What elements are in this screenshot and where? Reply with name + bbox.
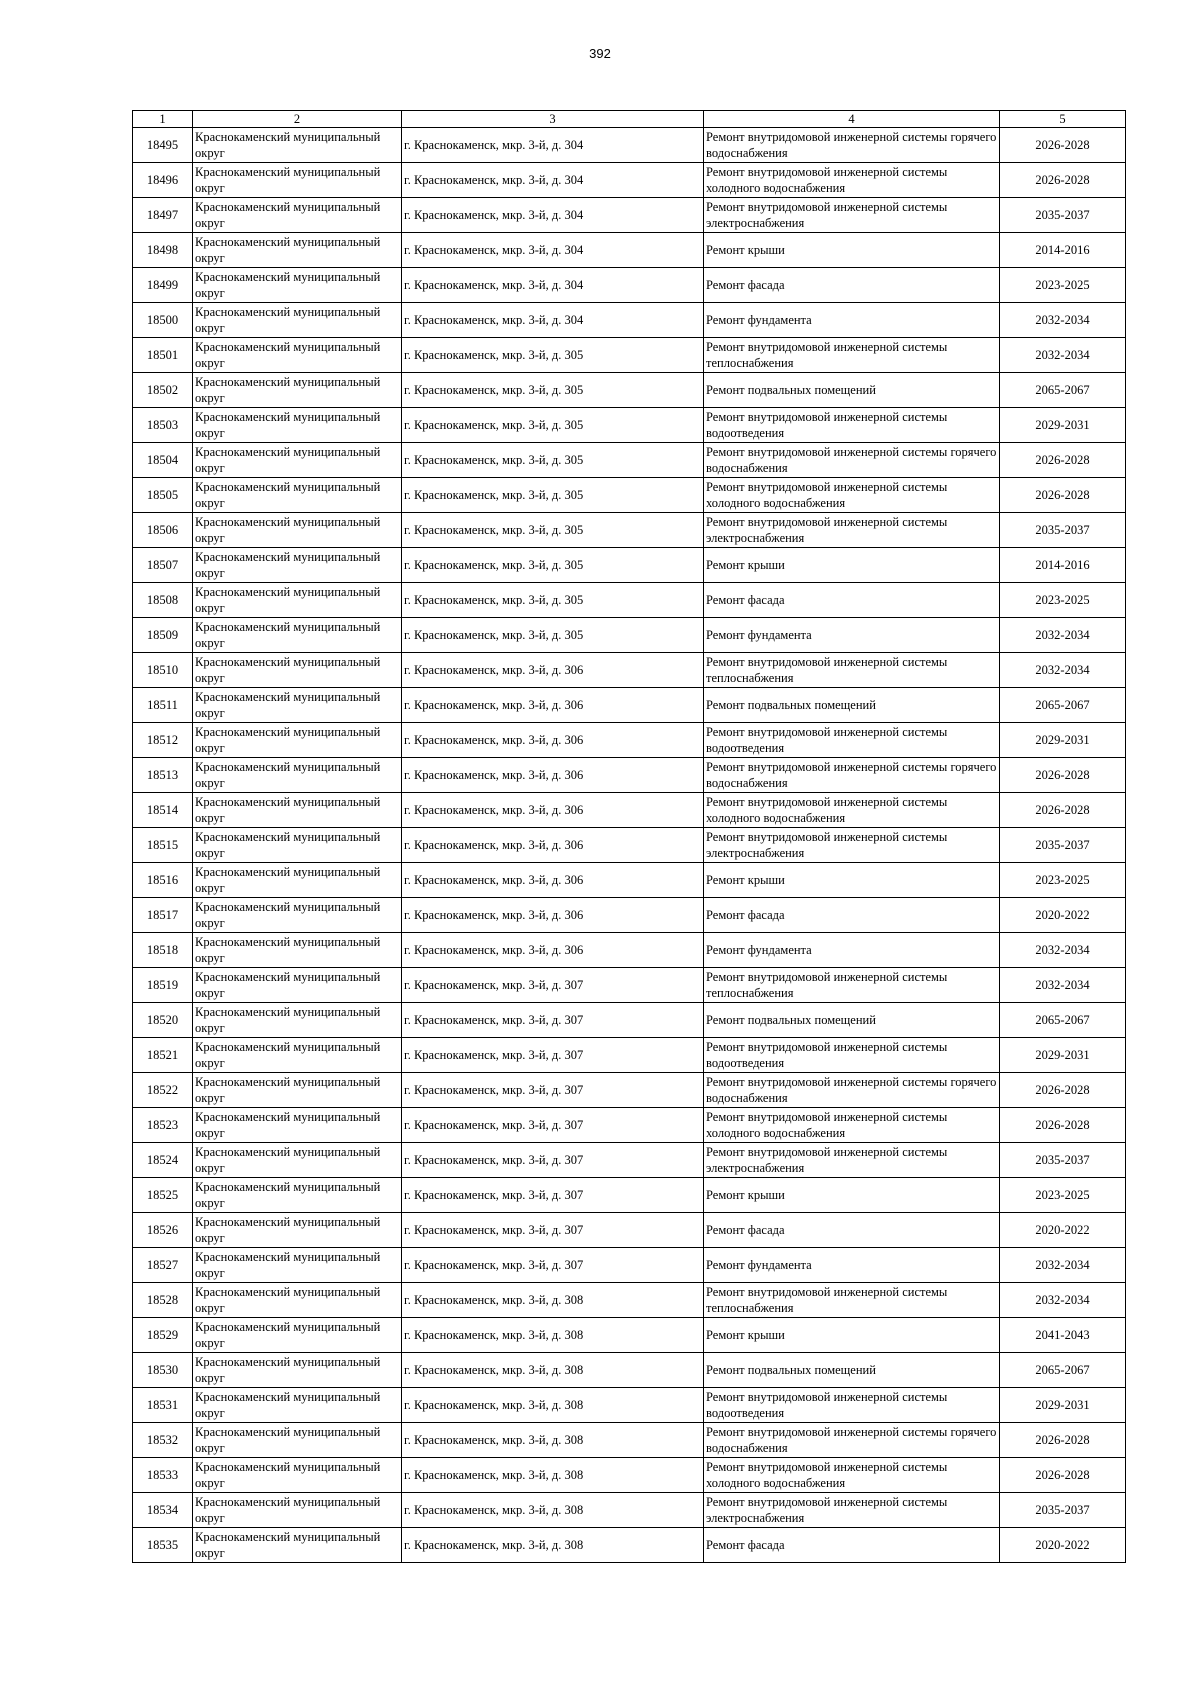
- period-cell: 2032-2034: [1000, 653, 1126, 688]
- municipality-cell: Краснокаменский муниципальный округ: [193, 373, 402, 408]
- period-cell: 2065-2067: [1000, 373, 1126, 408]
- work-type-cell: Ремонт внутридомовой инженерной системы горячего водоснабжения: [704, 128, 1000, 163]
- period-cell: 2014-2016: [1000, 548, 1126, 583]
- table-row: [133, 198, 1126, 233]
- period-cell: 2020-2022: [1000, 1528, 1126, 1563]
- table-row: [133, 1353, 1126, 1388]
- period-cell: 2020-2022: [1000, 1213, 1126, 1248]
- work-type-cell: Ремонт внутридомовой инженерной системы электроснабжения: [704, 828, 1000, 863]
- row-number-cell: 18520: [133, 1003, 193, 1038]
- municipality-cell: Краснокаменский муниципальный округ: [193, 723, 402, 758]
- municipality-cell: Краснокаменский муниципальный округ: [193, 443, 402, 478]
- table-row: [133, 1178, 1126, 1213]
- work-type-cell: Ремонт внутридомовой инженерной системы теплоснабжения: [704, 653, 1000, 688]
- period-cell: 2026-2028: [1000, 1073, 1126, 1108]
- municipality-cell: Краснокаменский муниципальный округ: [193, 863, 402, 898]
- municipality-cell: Краснокаменский муниципальный округ: [193, 1003, 402, 1038]
- table-row: [133, 933, 1126, 968]
- address-cell: г. Краснокаменск, мкр. 3-й, д. 306: [402, 933, 704, 968]
- municipality-cell: Краснокаменский муниципальный округ: [193, 478, 402, 513]
- table-row: [133, 443, 1126, 478]
- row-number-cell: 18506: [133, 513, 193, 548]
- period-cell: 2026-2028: [1000, 478, 1126, 513]
- address-cell: г. Краснокаменск, мкр. 3-й, д. 307: [402, 1213, 704, 1248]
- address-cell: г. Краснокаменск, мкр. 3-й, д. 304: [402, 198, 704, 233]
- work-type-cell: Ремонт внутридомовой инженерной системы теплоснабжения: [704, 338, 1000, 373]
- table-row: [133, 1248, 1126, 1283]
- work-type-cell: Ремонт фасада: [704, 898, 1000, 933]
- municipality-cell: Краснокаменский муниципальный округ: [193, 653, 402, 688]
- row-number-cell: 18514: [133, 793, 193, 828]
- row-number-cell: 18525: [133, 1178, 193, 1213]
- address-cell: г. Краснокаменск, мкр. 3-й, д. 308: [402, 1493, 704, 1528]
- row-number-cell: 18528: [133, 1283, 193, 1318]
- address-cell: г. Краснокаменск, мкр. 3-й, д. 307: [402, 1178, 704, 1213]
- row-number-cell: 18507: [133, 548, 193, 583]
- table-row: [133, 1528, 1126, 1563]
- row-number-cell: 18503: [133, 408, 193, 443]
- work-type-cell: Ремонт внутридомовой инженерной системы теплоснабжения: [704, 1283, 1000, 1318]
- municipality-cell: Краснокаменский муниципальный округ: [193, 933, 402, 968]
- work-type-cell: Ремонт внутридомовой инженерной системы горячего водоснабжения: [704, 1073, 1000, 1108]
- table-row: [133, 1003, 1126, 1038]
- address-cell: г. Краснокаменск, мкр. 3-й, д. 304: [402, 303, 704, 338]
- address-cell: г. Краснокаменск, мкр. 3-й, д. 304: [402, 163, 704, 198]
- row-number-cell: 18522: [133, 1073, 193, 1108]
- row-number-cell: 18529: [133, 1318, 193, 1353]
- work-type-cell: Ремонт подвальных помещений: [704, 688, 1000, 723]
- address-cell: г. Краснокаменск, мкр. 3-й, д. 305: [402, 513, 704, 548]
- address-cell: г. Краснокаменск, мкр. 3-й, д. 307: [402, 1038, 704, 1073]
- municipality-cell: Краснокаменский муниципальный округ: [193, 1458, 402, 1493]
- period-cell: 2026-2028: [1000, 1458, 1126, 1493]
- address-cell: г. Краснокаменск, мкр. 3-й, д. 306: [402, 688, 704, 723]
- row-number-cell: 18505: [133, 478, 193, 513]
- municipality-cell: Краснокаменский муниципальный округ: [193, 1528, 402, 1563]
- table-row: [133, 828, 1126, 863]
- municipality-cell: Краснокаменский муниципальный округ: [193, 1423, 402, 1458]
- period-cell: 2026-2028: [1000, 443, 1126, 478]
- work-type-cell: Ремонт фасада: [704, 583, 1000, 618]
- column-number-3: 3: [402, 111, 704, 128]
- work-type-cell: Ремонт внутридомовой инженерной системы водоотведения: [704, 1388, 1000, 1423]
- address-cell: г. Краснокаменск, мкр. 3-й, д. 308: [402, 1353, 704, 1388]
- work-type-cell: Ремонт внутридомовой инженерной системы электроснабжения: [704, 1143, 1000, 1178]
- table-row: [133, 1073, 1126, 1108]
- address-cell: г. Краснокаменск, мкр. 3-й, д. 306: [402, 863, 704, 898]
- column-number-4: 4: [704, 111, 1000, 128]
- period-cell: 2065-2067: [1000, 688, 1126, 723]
- row-number-cell: 18512: [133, 723, 193, 758]
- address-cell: г. Краснокаменск, мкр. 3-й, д. 307: [402, 1003, 704, 1038]
- table-row: [133, 478, 1126, 513]
- municipality-cell: Краснокаменский муниципальный округ: [193, 1108, 402, 1143]
- row-number-cell: 18527: [133, 1248, 193, 1283]
- row-number-cell: 18500: [133, 303, 193, 338]
- municipality-cell: Краснокаменский муниципальный округ: [193, 128, 402, 163]
- column-number-row: [133, 111, 1126, 128]
- row-number-cell: 18501: [133, 338, 193, 373]
- work-type-cell: Ремонт крыши: [704, 1318, 1000, 1353]
- address-cell: г. Краснокаменск, мкр. 3-й, д. 307: [402, 1073, 704, 1108]
- municipality-cell: Краснокаменский муниципальный округ: [193, 303, 402, 338]
- table-row: [133, 898, 1126, 933]
- table-row: [133, 513, 1126, 548]
- work-type-cell: Ремонт подвальных помещений: [704, 1353, 1000, 1388]
- work-type-cell: Ремонт внутридомовой инженерной системы электроснабжения: [704, 198, 1000, 233]
- municipality-cell: Краснокаменский муниципальный округ: [193, 1353, 402, 1388]
- address-cell: г. Краснокаменск, мкр. 3-й, д. 308: [402, 1283, 704, 1318]
- period-cell: 2023-2025: [1000, 583, 1126, 618]
- work-type-cell: Ремонт фасада: [704, 1528, 1000, 1563]
- table-row: [133, 1213, 1126, 1248]
- municipality-cell: Краснокаменский муниципальный округ: [193, 1318, 402, 1353]
- address-cell: г. Краснокаменск, мкр. 3-й, д. 305: [402, 548, 704, 583]
- period-cell: 2029-2031: [1000, 1388, 1126, 1423]
- period-cell: 2065-2067: [1000, 1353, 1126, 1388]
- table-row: [133, 863, 1126, 898]
- municipality-cell: Краснокаменский муниципальный округ: [193, 583, 402, 618]
- municipality-cell: Краснокаменский муниципальный округ: [193, 338, 402, 373]
- row-number-cell: 18510: [133, 653, 193, 688]
- page-number: 392: [589, 46, 611, 61]
- period-cell: 2026-2028: [1000, 1423, 1126, 1458]
- row-number-cell: 18521: [133, 1038, 193, 1073]
- table-row: [133, 1493, 1126, 1528]
- address-cell: г. Краснокаменск, мкр. 3-й, д. 306: [402, 898, 704, 933]
- period-cell: 2032-2034: [1000, 1248, 1126, 1283]
- table-row: [133, 408, 1126, 443]
- row-number-cell: 18534: [133, 1493, 193, 1528]
- municipality-cell: Краснокаменский муниципальный округ: [193, 1283, 402, 1318]
- column-number-2: 2: [193, 111, 402, 128]
- repair-schedule-table: [132, 110, 1126, 1563]
- address-cell: г. Краснокаменск, мкр. 3-й, д. 306: [402, 653, 704, 688]
- period-cell: 2029-2031: [1000, 723, 1126, 758]
- work-type-cell: Ремонт крыши: [704, 1178, 1000, 1213]
- period-cell: 2032-2034: [1000, 968, 1126, 1003]
- period-cell: 2035-2037: [1000, 1143, 1126, 1178]
- table-row: [133, 1423, 1126, 1458]
- work-type-cell: Ремонт внутридомовой инженерной системы электроснабжения: [704, 1493, 1000, 1528]
- table-row: [133, 618, 1126, 653]
- municipality-cell: Краснокаменский муниципальный округ: [193, 1493, 402, 1528]
- work-type-cell: Ремонт внутридомовой инженерной системы горячего водоснабжения: [704, 758, 1000, 793]
- work-type-cell: Ремонт внутридомовой инженерной системы электроснабжения: [704, 513, 1000, 548]
- municipality-cell: Краснокаменский муниципальный округ: [193, 548, 402, 583]
- table-body: [133, 128, 1126, 1563]
- column-number-1: 1: [133, 111, 193, 128]
- work-type-cell: Ремонт фундамента: [704, 618, 1000, 653]
- table-row: [133, 653, 1126, 688]
- row-number-cell: 18523: [133, 1108, 193, 1143]
- work-type-cell: Ремонт фасада: [704, 268, 1000, 303]
- table-row: [133, 793, 1126, 828]
- period-cell: 2032-2034: [1000, 933, 1126, 968]
- row-number-cell: 18499: [133, 268, 193, 303]
- table-row: [133, 128, 1126, 163]
- row-number-cell: 18518: [133, 933, 193, 968]
- table-row: [133, 758, 1126, 793]
- address-cell: г. Краснокаменск, мкр. 3-й, д. 305: [402, 443, 704, 478]
- row-number-cell: 18526: [133, 1213, 193, 1248]
- work-type-cell: Ремонт внутридомовой инженерной системы горячего водоснабжения: [704, 1423, 1000, 1458]
- work-type-cell: Ремонт фундамента: [704, 303, 1000, 338]
- table-row: [133, 1318, 1126, 1353]
- period-cell: 2029-2031: [1000, 408, 1126, 443]
- period-cell: 2014-2016: [1000, 233, 1126, 268]
- municipality-cell: Краснокаменский муниципальный округ: [193, 618, 402, 653]
- address-cell: г. Краснокаменск, мкр. 3-й, д. 305: [402, 618, 704, 653]
- municipality-cell: Краснокаменский муниципальный округ: [193, 1388, 402, 1423]
- period-cell: 2023-2025: [1000, 268, 1126, 303]
- municipality-cell: Краснокаменский муниципальный округ: [193, 233, 402, 268]
- address-cell: г. Краснокаменск, мкр. 3-й, д. 307: [402, 968, 704, 1003]
- period-cell: 2026-2028: [1000, 163, 1126, 198]
- table-row: [133, 163, 1126, 198]
- address-cell: г. Краснокаменск, мкр. 3-й, д. 306: [402, 793, 704, 828]
- municipality-cell: Краснокаменский муниципальный округ: [193, 1248, 402, 1283]
- address-cell: г. Краснокаменск, мкр. 3-й, д. 307: [402, 1143, 704, 1178]
- row-number-cell: 18509: [133, 618, 193, 653]
- period-cell: 2041-2043: [1000, 1318, 1126, 1353]
- address-cell: г. Краснокаменск, мкр. 3-й, д. 304: [402, 268, 704, 303]
- table-row: [133, 1388, 1126, 1423]
- work-type-cell: Ремонт подвальных помещений: [704, 1003, 1000, 1038]
- period-cell: 2023-2025: [1000, 1178, 1126, 1213]
- municipality-cell: Краснокаменский муниципальный округ: [193, 198, 402, 233]
- table-row: [133, 688, 1126, 723]
- address-cell: г. Краснокаменск, мкр. 3-й, д. 305: [402, 478, 704, 513]
- municipality-cell: Краснокаменский муниципальный округ: [193, 513, 402, 548]
- table-row: [133, 373, 1126, 408]
- work-type-cell: Ремонт внутридомовой инженерной системы горячего водоснабжения: [704, 443, 1000, 478]
- work-type-cell: Ремонт внутридомовой инженерной системы холодного водоснабжения: [704, 1458, 1000, 1493]
- municipality-cell: Краснокаменский муниципальный округ: [193, 898, 402, 933]
- address-cell: г. Краснокаменск, мкр. 3-й, д. 305: [402, 338, 704, 373]
- municipality-cell: Краснокаменский муниципальный округ: [193, 408, 402, 443]
- work-type-cell: Ремонт внутридомовой инженерной системы теплоснабжения: [704, 968, 1000, 1003]
- table-row: [133, 1108, 1126, 1143]
- column-number-5: 5: [1000, 111, 1126, 128]
- period-cell: 2032-2034: [1000, 618, 1126, 653]
- row-number-cell: 18508: [133, 583, 193, 618]
- work-type-cell: Ремонт крыши: [704, 548, 1000, 583]
- work-type-cell: Ремонт внутридомовой инженерной системы холодного водоснабжения: [704, 163, 1000, 198]
- row-number-cell: 18498: [133, 233, 193, 268]
- period-cell: 2035-2037: [1000, 198, 1126, 233]
- work-type-cell: Ремонт крыши: [704, 233, 1000, 268]
- municipality-cell: Краснокаменский муниципальный округ: [193, 793, 402, 828]
- work-type-cell: Ремонт фундамента: [704, 933, 1000, 968]
- work-type-cell: Ремонт внутридомовой инженерной системы холодного водоснабжения: [704, 478, 1000, 513]
- period-cell: 2035-2037: [1000, 1493, 1126, 1528]
- row-number-cell: 18519: [133, 968, 193, 1003]
- municipality-cell: Краснокаменский муниципальный округ: [193, 828, 402, 863]
- row-number-cell: 18516: [133, 863, 193, 898]
- work-type-cell: Ремонт крыши: [704, 863, 1000, 898]
- work-type-cell: Ремонт внутридомовой инженерной системы холодного водоснабжения: [704, 793, 1000, 828]
- address-cell: г. Краснокаменск, мкр. 3-й, д. 308: [402, 1423, 704, 1458]
- municipality-cell: Краснокаменский муниципальный округ: [193, 163, 402, 198]
- row-number-cell: 18496: [133, 163, 193, 198]
- municipality-cell: Краснокаменский муниципальный округ: [193, 688, 402, 723]
- table-row: [133, 1143, 1126, 1178]
- row-number-cell: 18531: [133, 1388, 193, 1423]
- row-number-cell: 18517: [133, 898, 193, 933]
- period-cell: 2035-2037: [1000, 513, 1126, 548]
- period-cell: 2026-2028: [1000, 128, 1126, 163]
- address-cell: г. Краснокаменск, мкр. 3-й, д. 307: [402, 1248, 704, 1283]
- table-row: [133, 583, 1126, 618]
- table-row: [133, 1283, 1126, 1318]
- row-number-cell: 18515: [133, 828, 193, 863]
- table-row: [133, 548, 1126, 583]
- table-row: [133, 338, 1126, 373]
- municipality-cell: Краснокаменский муниципальный округ: [193, 1143, 402, 1178]
- period-cell: 2026-2028: [1000, 793, 1126, 828]
- row-number-cell: 18511: [133, 688, 193, 723]
- period-cell: 2032-2034: [1000, 338, 1126, 373]
- address-cell: г. Краснокаменск, мкр. 3-й, д. 305: [402, 373, 704, 408]
- row-number-cell: 18532: [133, 1423, 193, 1458]
- address-cell: г. Краснокаменск, мкр. 3-й, д. 308: [402, 1528, 704, 1563]
- work-type-cell: Ремонт фундамента: [704, 1248, 1000, 1283]
- table-row: [133, 303, 1126, 338]
- row-number-cell: 18497: [133, 198, 193, 233]
- municipality-cell: Краснокаменский муниципальный округ: [193, 268, 402, 303]
- work-type-cell: Ремонт подвальных помещений: [704, 373, 1000, 408]
- address-cell: г. Краснокаменск, мкр. 3-й, д. 304: [402, 128, 704, 163]
- address-cell: г. Краснокаменск, мкр. 3-й, д. 308: [402, 1388, 704, 1423]
- work-type-cell: Ремонт фасада: [704, 1213, 1000, 1248]
- table-row: [133, 723, 1126, 758]
- table-row: [133, 233, 1126, 268]
- work-type-cell: Ремонт внутридомовой инженерной системы водоотведения: [704, 723, 1000, 758]
- address-cell: г. Краснокаменск, мкр. 3-й, д. 308: [402, 1318, 704, 1353]
- period-cell: 2035-2037: [1000, 828, 1126, 863]
- municipality-cell: Краснокаменский муниципальный округ: [193, 1213, 402, 1248]
- row-number-cell: 18513: [133, 758, 193, 793]
- period-cell: 2065-2067: [1000, 1003, 1126, 1038]
- address-cell: г. Краснокаменск, мкр. 3-й, д. 308: [402, 1458, 704, 1493]
- row-number-cell: 18502: [133, 373, 193, 408]
- address-cell: г. Краснокаменск, мкр. 3-й, д. 306: [402, 828, 704, 863]
- work-type-cell: Ремонт внутридомовой инженерной системы холодного водоснабжения: [704, 1108, 1000, 1143]
- row-number-cell: 18535: [133, 1528, 193, 1563]
- address-cell: г. Краснокаменск, мкр. 3-й, д. 307: [402, 1108, 704, 1143]
- period-cell: 2023-2025: [1000, 863, 1126, 898]
- period-cell: 2032-2034: [1000, 303, 1126, 338]
- period-cell: 2026-2028: [1000, 1108, 1126, 1143]
- table-row: [133, 1038, 1126, 1073]
- period-cell: 2029-2031: [1000, 1038, 1126, 1073]
- row-number-cell: 18495: [133, 128, 193, 163]
- period-cell: 2026-2028: [1000, 758, 1126, 793]
- period-cell: 2020-2022: [1000, 898, 1126, 933]
- municipality-cell: Краснокаменский муниципальный округ: [193, 968, 402, 1003]
- table-row: [133, 268, 1126, 303]
- work-type-cell: Ремонт внутридомовой инженерной системы водоотведения: [704, 1038, 1000, 1073]
- address-cell: г. Краснокаменск, мкр. 3-й, д. 306: [402, 723, 704, 758]
- row-number-cell: 18524: [133, 1143, 193, 1178]
- municipality-cell: Краснокаменский муниципальный округ: [193, 1178, 402, 1213]
- work-type-cell: Ремонт внутридомовой инженерной системы водоотведения: [704, 408, 1000, 443]
- row-number-cell: 18530: [133, 1353, 193, 1388]
- address-cell: г. Краснокаменск, мкр. 3-й, д. 305: [402, 583, 704, 618]
- address-cell: г. Краснокаменск, мкр. 3-й, д. 304: [402, 233, 704, 268]
- period-cell: 2032-2034: [1000, 1283, 1126, 1318]
- row-number-cell: 18533: [133, 1458, 193, 1493]
- municipality-cell: Краснокаменский муниципальный округ: [193, 1038, 402, 1073]
- table-row: [133, 968, 1126, 1003]
- row-number-cell: 18504: [133, 443, 193, 478]
- municipality-cell: Краснокаменский муниципальный округ: [193, 1073, 402, 1108]
- address-cell: г. Краснокаменск, мкр. 3-й, д. 306: [402, 758, 704, 793]
- municipality-cell: Краснокаменский муниципальный округ: [193, 758, 402, 793]
- table-row: [133, 1458, 1126, 1493]
- address-cell: г. Краснокаменск, мкр. 3-й, д. 305: [402, 408, 704, 443]
